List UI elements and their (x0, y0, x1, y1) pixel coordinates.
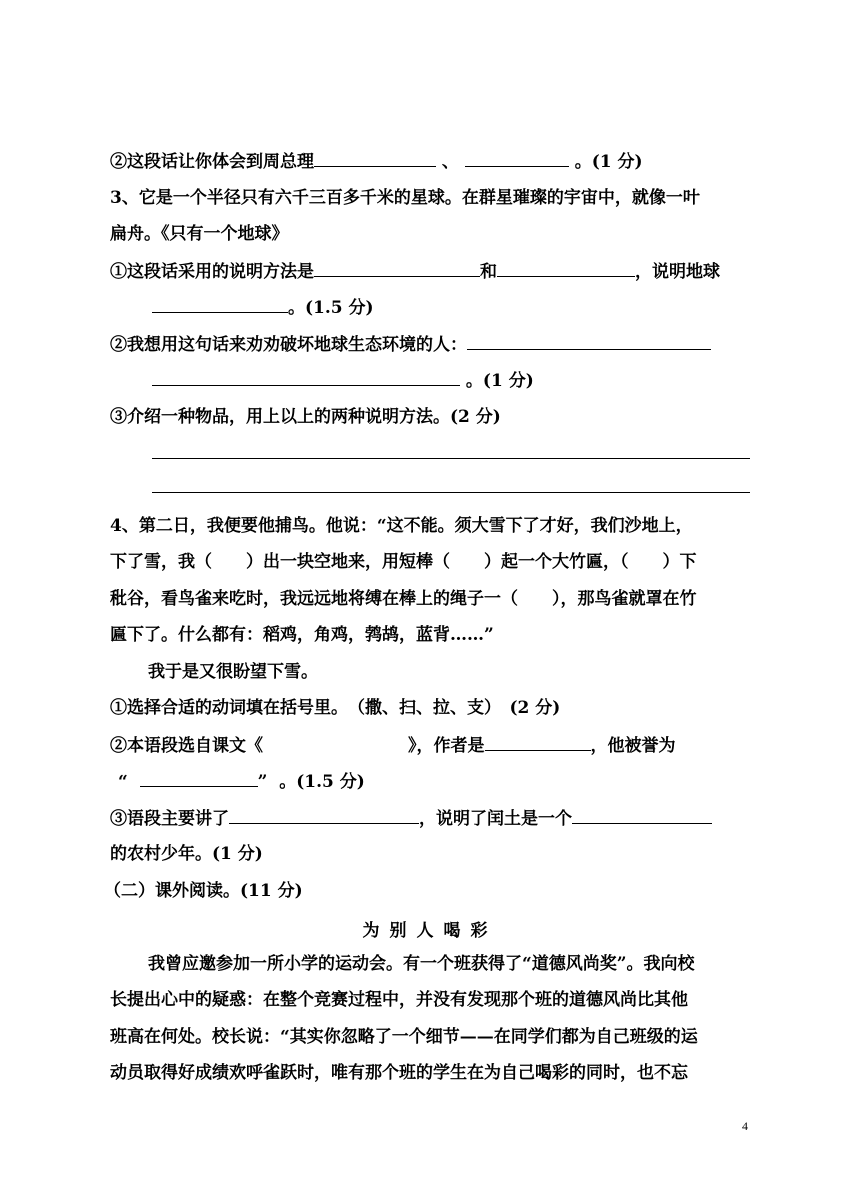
section-heading: （二）课外阅读。(11 分) (104, 881, 303, 901)
passage-line: 班高在何处。校长说：“其实你忽略了一个细节——在同学们都为自己班级的运 (110, 1027, 698, 1047)
answer-line[interactable] (152, 458, 750, 459)
passage-line: 4、第二日，我便要他捕鸟。他说：“这不能。须大雪下了才好，我们沙地上， (110, 516, 693, 536)
passage-line: 长提出心中的疑惑：在整个竞赛过程中，并没有发现那个班的道德风尚比其他 (110, 990, 688, 1010)
blank[interactable] (485, 734, 591, 751)
text: ，说明地球 (635, 262, 720, 282)
blank[interactable] (314, 260, 480, 277)
text: ②我想用这句话来劝劝破坏地球生态环境的人： (110, 335, 467, 355)
passage-title: 为别人喝彩 (362, 921, 498, 941)
blank[interactable] (314, 150, 436, 167)
page-number: 4 (742, 1119, 748, 1133)
text: 。(1 分) (465, 371, 534, 391)
question-line (110, 260, 720, 283)
passage-line: 秕谷，看鸟雀来吃时，我远远地将缚在棒上的绳子一（ ），那鸟雀就罩在竹 (110, 589, 697, 609)
question-line (110, 333, 711, 356)
question-line (110, 734, 676, 757)
answer-line[interactable] (152, 492, 750, 493)
blank[interactable] (467, 333, 711, 350)
text: ，他被誉为 (590, 736, 676, 756)
text: 。(1.5 分) (279, 772, 365, 792)
passage-line: 匾下了。什么都有：稻鸡，角鸡，鹁鸪，蓝背……” (110, 625, 494, 645)
passage-line: 扁舟。《只有一个地球》 (110, 224, 289, 244)
question-line (152, 369, 534, 392)
text: ②本语段选自课文《 (110, 736, 263, 756)
question-line: ③介绍一种物品，用上以上的两种说明方法。(2 分) (110, 407, 501, 427)
text: ” (257, 772, 268, 792)
passage-line: 下了雪，我（ ）出一块空地来，用短棒（ ）起一个大竹匾，（ ）下 (110, 552, 697, 572)
question-line (118, 770, 365, 793)
question-line (110, 807, 712, 830)
blank[interactable] (497, 260, 635, 277)
text: ①这段话采用的说明方法是 (110, 262, 314, 282)
blank[interactable] (152, 296, 288, 313)
text: 和 (480, 262, 497, 282)
question-line: ①选择合适的动词填在括号里。 （撒、扫、拉、支） (2 分) (110, 698, 561, 718)
text: 》，作者是 (408, 736, 485, 756)
passage-line: 我曾应邀参加一所小学的运动会。有一个班获得了“道德风尚奖”。我向校 (148, 954, 695, 974)
blank[interactable] (465, 150, 569, 167)
passage-line: 动员取得好成绩欢呼雀跃时，唯有那个班的学生在为自己喝彩的同时，也不忘 (110, 1063, 688, 1083)
passage-line: 3、它是一个半径只有六千三百多千米的星球。在群星璀璨的宇宙中，就像一叶 (110, 188, 700, 208)
blank[interactable] (229, 807, 419, 824)
text: ②这段话让你体会到周总理 (110, 152, 314, 172)
text: 。(1 分) (574, 152, 643, 172)
question-line (152, 296, 374, 319)
blank[interactable] (572, 807, 712, 824)
text: ，说明了闰土是一个 (419, 809, 572, 829)
blank[interactable] (152, 369, 460, 386)
passage-line: 我于是又很盼望下雪。 (148, 662, 318, 682)
question-line: 的农村少年。(1 分) (110, 844, 263, 864)
question-line (110, 150, 643, 173)
text: 。(1.5 分) (288, 298, 374, 318)
text: “ (118, 772, 128, 792)
blank[interactable] (140, 770, 258, 787)
text: ③语段主要讲了 (110, 809, 229, 829)
text: 、 (441, 152, 459, 172)
